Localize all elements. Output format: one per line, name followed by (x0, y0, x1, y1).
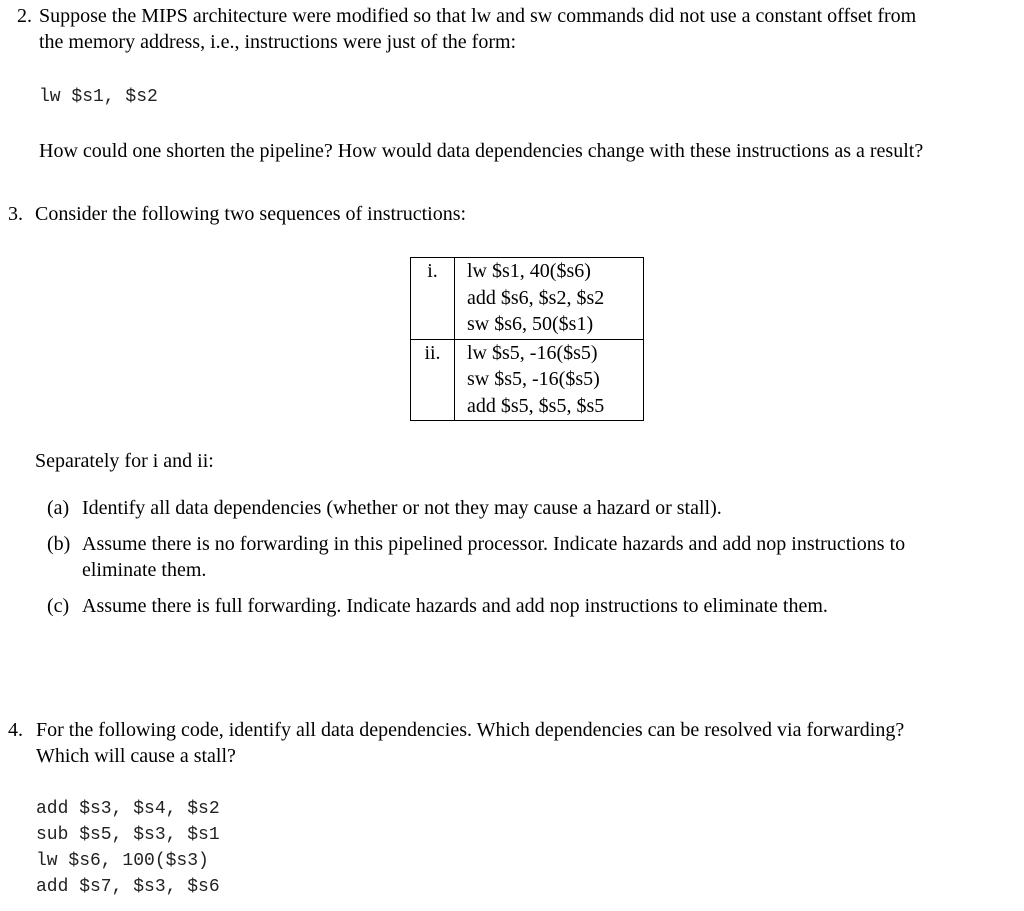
question-3-number: 3. (8, 203, 23, 225)
part-b-text-line1: Assume there is no forwarding in this pipelined processor. Indicate hazards and add nop instructions to (82, 533, 906, 555)
instruction-sequences-table (410, 257, 644, 421)
sequence-label: ii. (411, 339, 455, 421)
table-row (411, 258, 644, 340)
code-line: sub $s5, $s3, $s1 (36, 825, 220, 845)
question-3-separately: Separately for i and ii: (35, 450, 214, 472)
instruction: sw $s6, 50($s1) (467, 313, 594, 335)
instruction: lw $s1, 40($s6) (467, 260, 591, 282)
sequence-label: i. (411, 258, 455, 340)
question-4-text-line1: For the following code, identify all data dependencies. Which dependencies can be resolved via forwarding? (36, 719, 905, 741)
question-3-text: Consider the following two sequences of instructions: (35, 203, 467, 225)
code-line: add $s3, $s4, $s2 (36, 799, 220, 819)
part-a-text: Identify all data dependencies (whether or not they may cause a hazard or stall). (82, 497, 722, 519)
question-2-number: 2. (17, 5, 32, 27)
part-b-text-line2: eliminate them. (82, 559, 207, 581)
instruction: lw $s5, -16($s5) (467, 341, 598, 364)
sequence-instructions (455, 258, 644, 340)
part-c-text: Assume there is full forwarding. Indicate hazards and add nop instructions to eliminate them. (82, 595, 828, 617)
question-4-text-line2: Which will cause a stall? (36, 745, 236, 767)
code-line: lw $s6, 100($s3) (36, 851, 209, 871)
part-c-label: (c) (47, 595, 70, 617)
table-row (411, 339, 644, 421)
instruction: sw $s5, -16($s5) (467, 368, 600, 390)
instruction: add $s6, $s2, $s2 (467, 286, 605, 309)
question-2-text-line1: Suppose the MIPS architecture were modified so that lw and sw commands did not use a constant offset from (39, 5, 917, 27)
part-b-label: (b) (47, 533, 71, 555)
question-2-code: lw $s1, $s2 (39, 87, 158, 107)
question-2-text-line2: the memory address, i.e., instructions were just of the form: (39, 31, 517, 53)
code-line: add $s7, $s3, $s6 (36, 877, 220, 897)
sequence-instructions (455, 339, 644, 421)
question-4-number: 4. (8, 719, 23, 741)
part-a-label: (a) (47, 497, 70, 519)
instruction: add $s5, $s5, $s5 (467, 394, 605, 417)
question-2-question: How could one shorten the pipeline? How would data dependencies change with these instructions as a result? (39, 140, 924, 162)
